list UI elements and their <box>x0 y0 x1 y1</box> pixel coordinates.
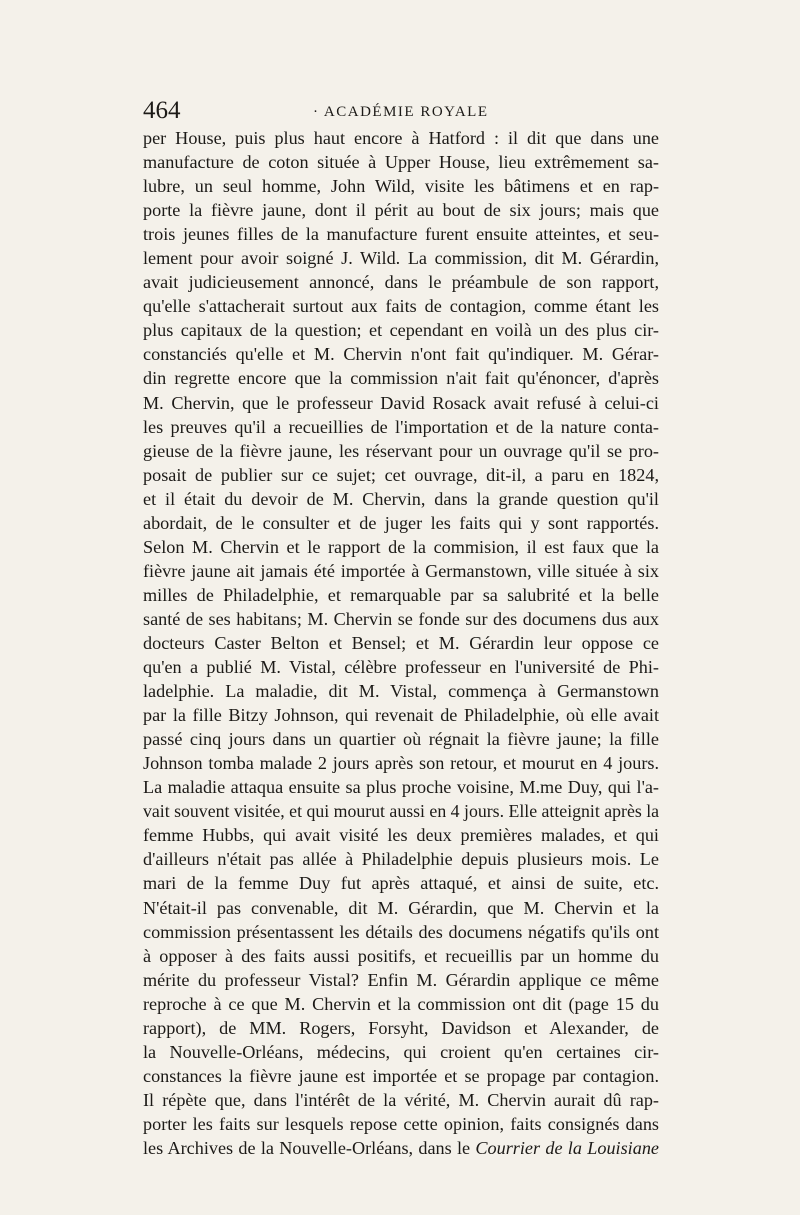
text-line: lubre, un seul homme, John Wild, visite les bâtimens et en rap- <box>143 176 659 197</box>
text-line: constances la fièvre jaune est importée et se propage par contagion. <box>143 1065 659 1086</box>
text-line: qu'en a publié M. Vistal, célèbre professeur en l'université de Phi- <box>143 657 659 678</box>
text-line: M. Chervin, que le professeur David Rosack avait refusé à celui-ci <box>143 392 659 413</box>
text-line: mérite du professeur Vistal? Enfin M. Gérardin applique ce même <box>143 969 659 990</box>
page-header <box>143 96 659 128</box>
text-line: gieuse de la fièvre jaune, les réservant pour un ouvrage qu'il se pro- <box>143 440 659 461</box>
text-line: Il répète que, dans l'intérêt de la vérité, M. Chervin aurait dû rap- <box>143 1089 659 1110</box>
text-line: ladelphie. La maladie, dit M. Vistal, commença à Germanstown <box>143 681 659 702</box>
text-line: per House, puis plus haut encore à Hatford : il dit que dans une <box>143 128 659 148</box>
text-line: manufacture de coton située à Upper House, lieu extrêmement sa- <box>143 152 659 173</box>
text-line: d'ailleurs n'était pas allée à Philadelphie depuis plusieurs mois. Le <box>143 849 659 870</box>
text-line: porte la fièvre jaune, dont il périt au bout de six jours; mais que <box>143 200 659 221</box>
last-line-text: les Archives de la Nouvelle-Orléans, dans le <box>143 1137 476 1158</box>
text-line: vait souvent visitée, et qui mourut aussi en 4 jours. Elle atteignit après la <box>143 801 660 822</box>
text-line: et il était du devoir de M. Chervin, dans la grande question qu'il <box>143 488 659 509</box>
body-text <box>143 126 659 1160</box>
newspaper-title: Courrier de la Louisiane <box>475 1137 659 1158</box>
text-line: reproche à ce que M. Chervin et la commission ont dit (page 15 du <box>143 993 659 1014</box>
text-line: passé cinq jours dans un quartier où régnait la fièvre jaune; la fille <box>143 729 659 750</box>
text-line: commission présentassent les détails des documens négatifs qu'ils ont <box>143 921 659 942</box>
text-line: santé de ses habitans; M. Chervin se fonde sur des documens dus aux <box>143 608 659 629</box>
page-number: 464 <box>143 97 181 124</box>
text-line: avait judicieusement annoncé, dans le préambule de son rapport, <box>143 272 659 293</box>
text-line: Johnson tomba malade 2 jours après son retour, et mourut en 4 jours. <box>143 753 659 774</box>
text-line: milles de Philadelphie, et remarquable par sa salubrité et la belle <box>143 584 659 605</box>
text-line: la Nouvelle-Orléans, médecins, qui croient qu'en certaines cir- <box>143 1041 659 1062</box>
text-line: trois jeunes filles de la manufacture furent ensuite atteintes, et seu- <box>143 224 659 245</box>
text-line: femme Hubbs, qui avait visité les deux premières malades, et qui <box>143 825 659 846</box>
text-line: à opposer à des faits aussi positifs, et recueillis par un homme du <box>143 945 659 966</box>
text-line: porter les faits sur lesquels repose cette opinion, faits consignés dans <box>143 1113 659 1134</box>
text-line: constanciés qu'elle et M. Chervin n'ont fait qu'indiquer. M. Gérar- <box>143 344 659 365</box>
text-line: La maladie attaqua ensuite sa plus proche voisine, M.me Duy, qui l'a- <box>143 777 659 798</box>
text-line: qu'elle s'attacherait surtout aux faits de contagion, comme étant les <box>143 296 659 317</box>
text-line: din regrette encore que la commission n'ait fait qu'énoncer, d'après <box>143 368 659 389</box>
text-line: lement pour avoir soigné J. Wild. La commission, dit M. Gérardin, <box>143 248 659 269</box>
text-line: N'était-il pas convenable, dit M. Gérardin, que M. Chervin et la <box>143 897 659 918</box>
text-line: rapport), de MM. Rogers, Forsyht, Davidson et Alexander, de <box>143 1017 659 1038</box>
text-line: docteurs Caster Belton et Bensel; et M. Gérardin leur oppose ce <box>143 632 659 653</box>
text-line: les preuves qu'il a recueillies de l'importation et de la nature conta- <box>143 416 659 437</box>
text-line: abordait, de le consulter et de juger les faits qui y sont rapportés. <box>143 512 659 533</box>
text-line: posait de publier sur ce sujet; cet ouvrage, dit-il, a paru en 1824, <box>143 464 659 485</box>
text-line: fièvre jaune ait jamais été importée à Germanstown, ville située à six <box>143 560 659 581</box>
text-line-last <box>143 1136 659 1160</box>
text-line: plus capitaux de la question; et cependant en voilà un des plus cir- <box>143 320 659 341</box>
text-line: par la fille Bitzy Johnson, qui revenait de Philadelphie, où elle avait <box>143 705 659 726</box>
running-head: · ACADÉMIE ROYALE <box>313 104 489 120</box>
text-line: Selon M. Chervin et le rapport de la commision, il est faux que la <box>143 536 659 557</box>
text-line: mari de la femme Duy fut après attaqué, et ainsi de suite, etc. <box>143 873 659 894</box>
